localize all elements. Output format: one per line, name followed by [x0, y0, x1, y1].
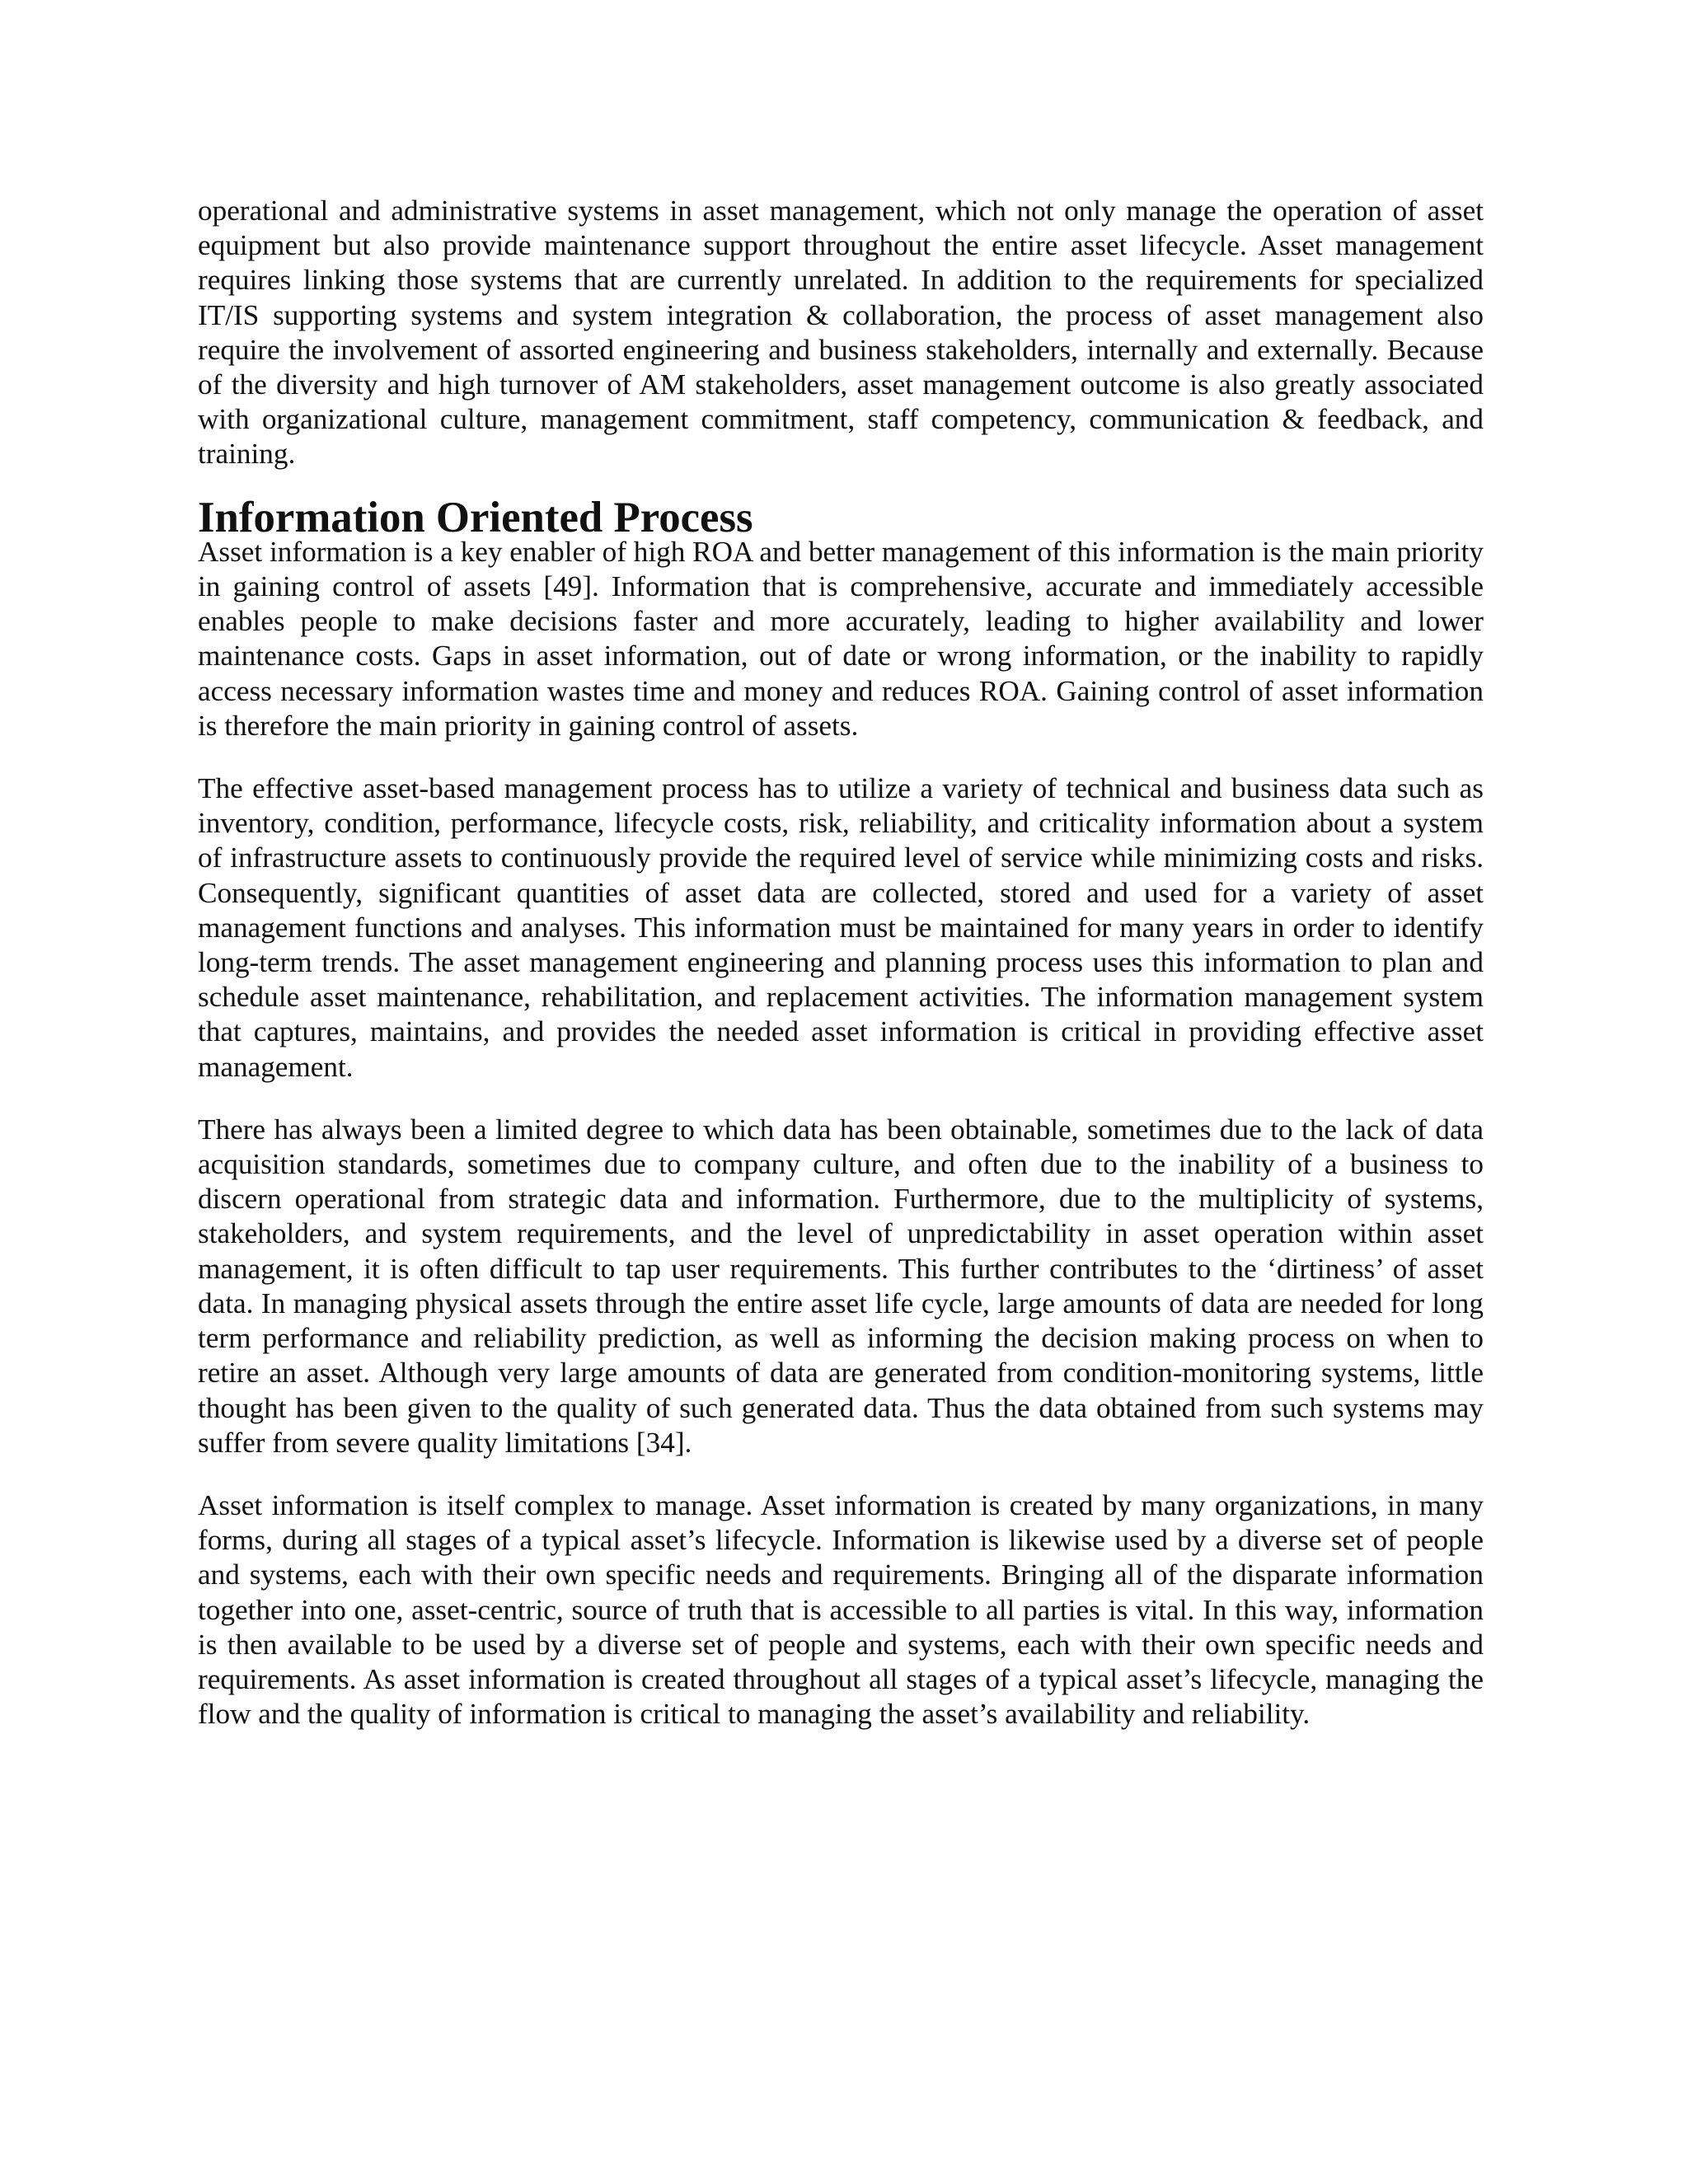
paragraph-asset-information-enabler: Asset information is a key enabler of high ROA and better management of this information is the main priority in gaining control of assets [49]. Information that is comprehensive, accurate and immediately accessible enables people to make decisions faster and more accurately, leading to higher availability and lower maintenance costs. Gaps in asset information, out of date or wrong information, or the inability to rapidly access necessary information wastes time and money and reduces ROA. Gaining control of asset information is therefore the main priority in gaining control of assets.: [198, 535, 1484, 742]
paragraph-effective-process: The effective asset-based management process has to utilize a variety of technical and business data such as inventory, condition, performance, lifecycle costs, risk, reliability, and criticality information about a system of infrastructure assets to continuously provide the required level of service while minimizing costs and risks. Consequently, significant quantities of asset data are collected, stored and used for a variety of asset management functions and analyses. This information must be maintained for many years in order to identify long-term trends. The asset management engineering and planning process uses this information to plan and schedule asset maintenance, rehabilitation, and replacement activities. The information management system that captures, maintains, and provides the needed asset information is critical in providing effective asset management.: [198, 772, 1484, 1083]
intro-paragraph: operational and administrative systems in asset management, which not only manage the operation of asset equipment but also provide maintenance support throughout the entire asset lifecycle. Asset management requires linking those systems that are currently unrelated. In addition to the requirements for specialized IT/IS supporting systems and system integration & collaboration, the process of asset management also require the involvement of assorted engineering and business stakeholders, internally and externally. Because of the diversity and high turnover of AM stakeholders, asset management outcome is also greatly associated with organizational culture, management commitment, staff competency, communication & feedback, and training.: [198, 194, 1484, 471]
paragraph-information-complexity: Asset information is itself complex to manage. Asset information is created by many organizations, in many forms, during all stages of a typical asset’s lifecycle. Information is likewise used by a diverse set of people and systems, each with their own specific needs and requirements. Bringing all of the disparate information together into one, asset-centric, source of truth that is accessible to all parties is vital. In this way, information is then available to be used by a diverse set of people and systems, each with their own specific needs and requirements. As asset information is created throughout all stages of a typical asset’s lifecycle, managing the flow and the quality of information is critical to managing the asset’s availability and reliability.: [198, 1488, 1484, 1731]
section-heading: Information Oriented Process: [198, 493, 753, 541]
paragraph-data-obtainability: There has always been a limited degree to which data has been obtainable, sometimes due to the lack of data acquisition standards, sometimes due to company culture, and often due to the inability of a business to discern operational from strategic data and information. Furthermore, due to the multiplicity of systems, stakeholders, and system requirements, and the level of unpredictability in asset operation within asset management, it is often difficult to tap user requirements. This further contributes to the ‘dirtiness’ of asset data. In managing physical assets through the entire asset life cycle, large amounts of data are needed for long term performance and reliability prediction, as well as informing the decision making process on when to retire an asset. Although very large amounts of data are generated from condition-monitoring systems, little thought has been given to the quality of such generated data. Thus the data obtained from such systems may suffer from severe quality limitations [34].: [198, 1113, 1484, 1459]
document-page: [198, 194, 1484, 1732]
